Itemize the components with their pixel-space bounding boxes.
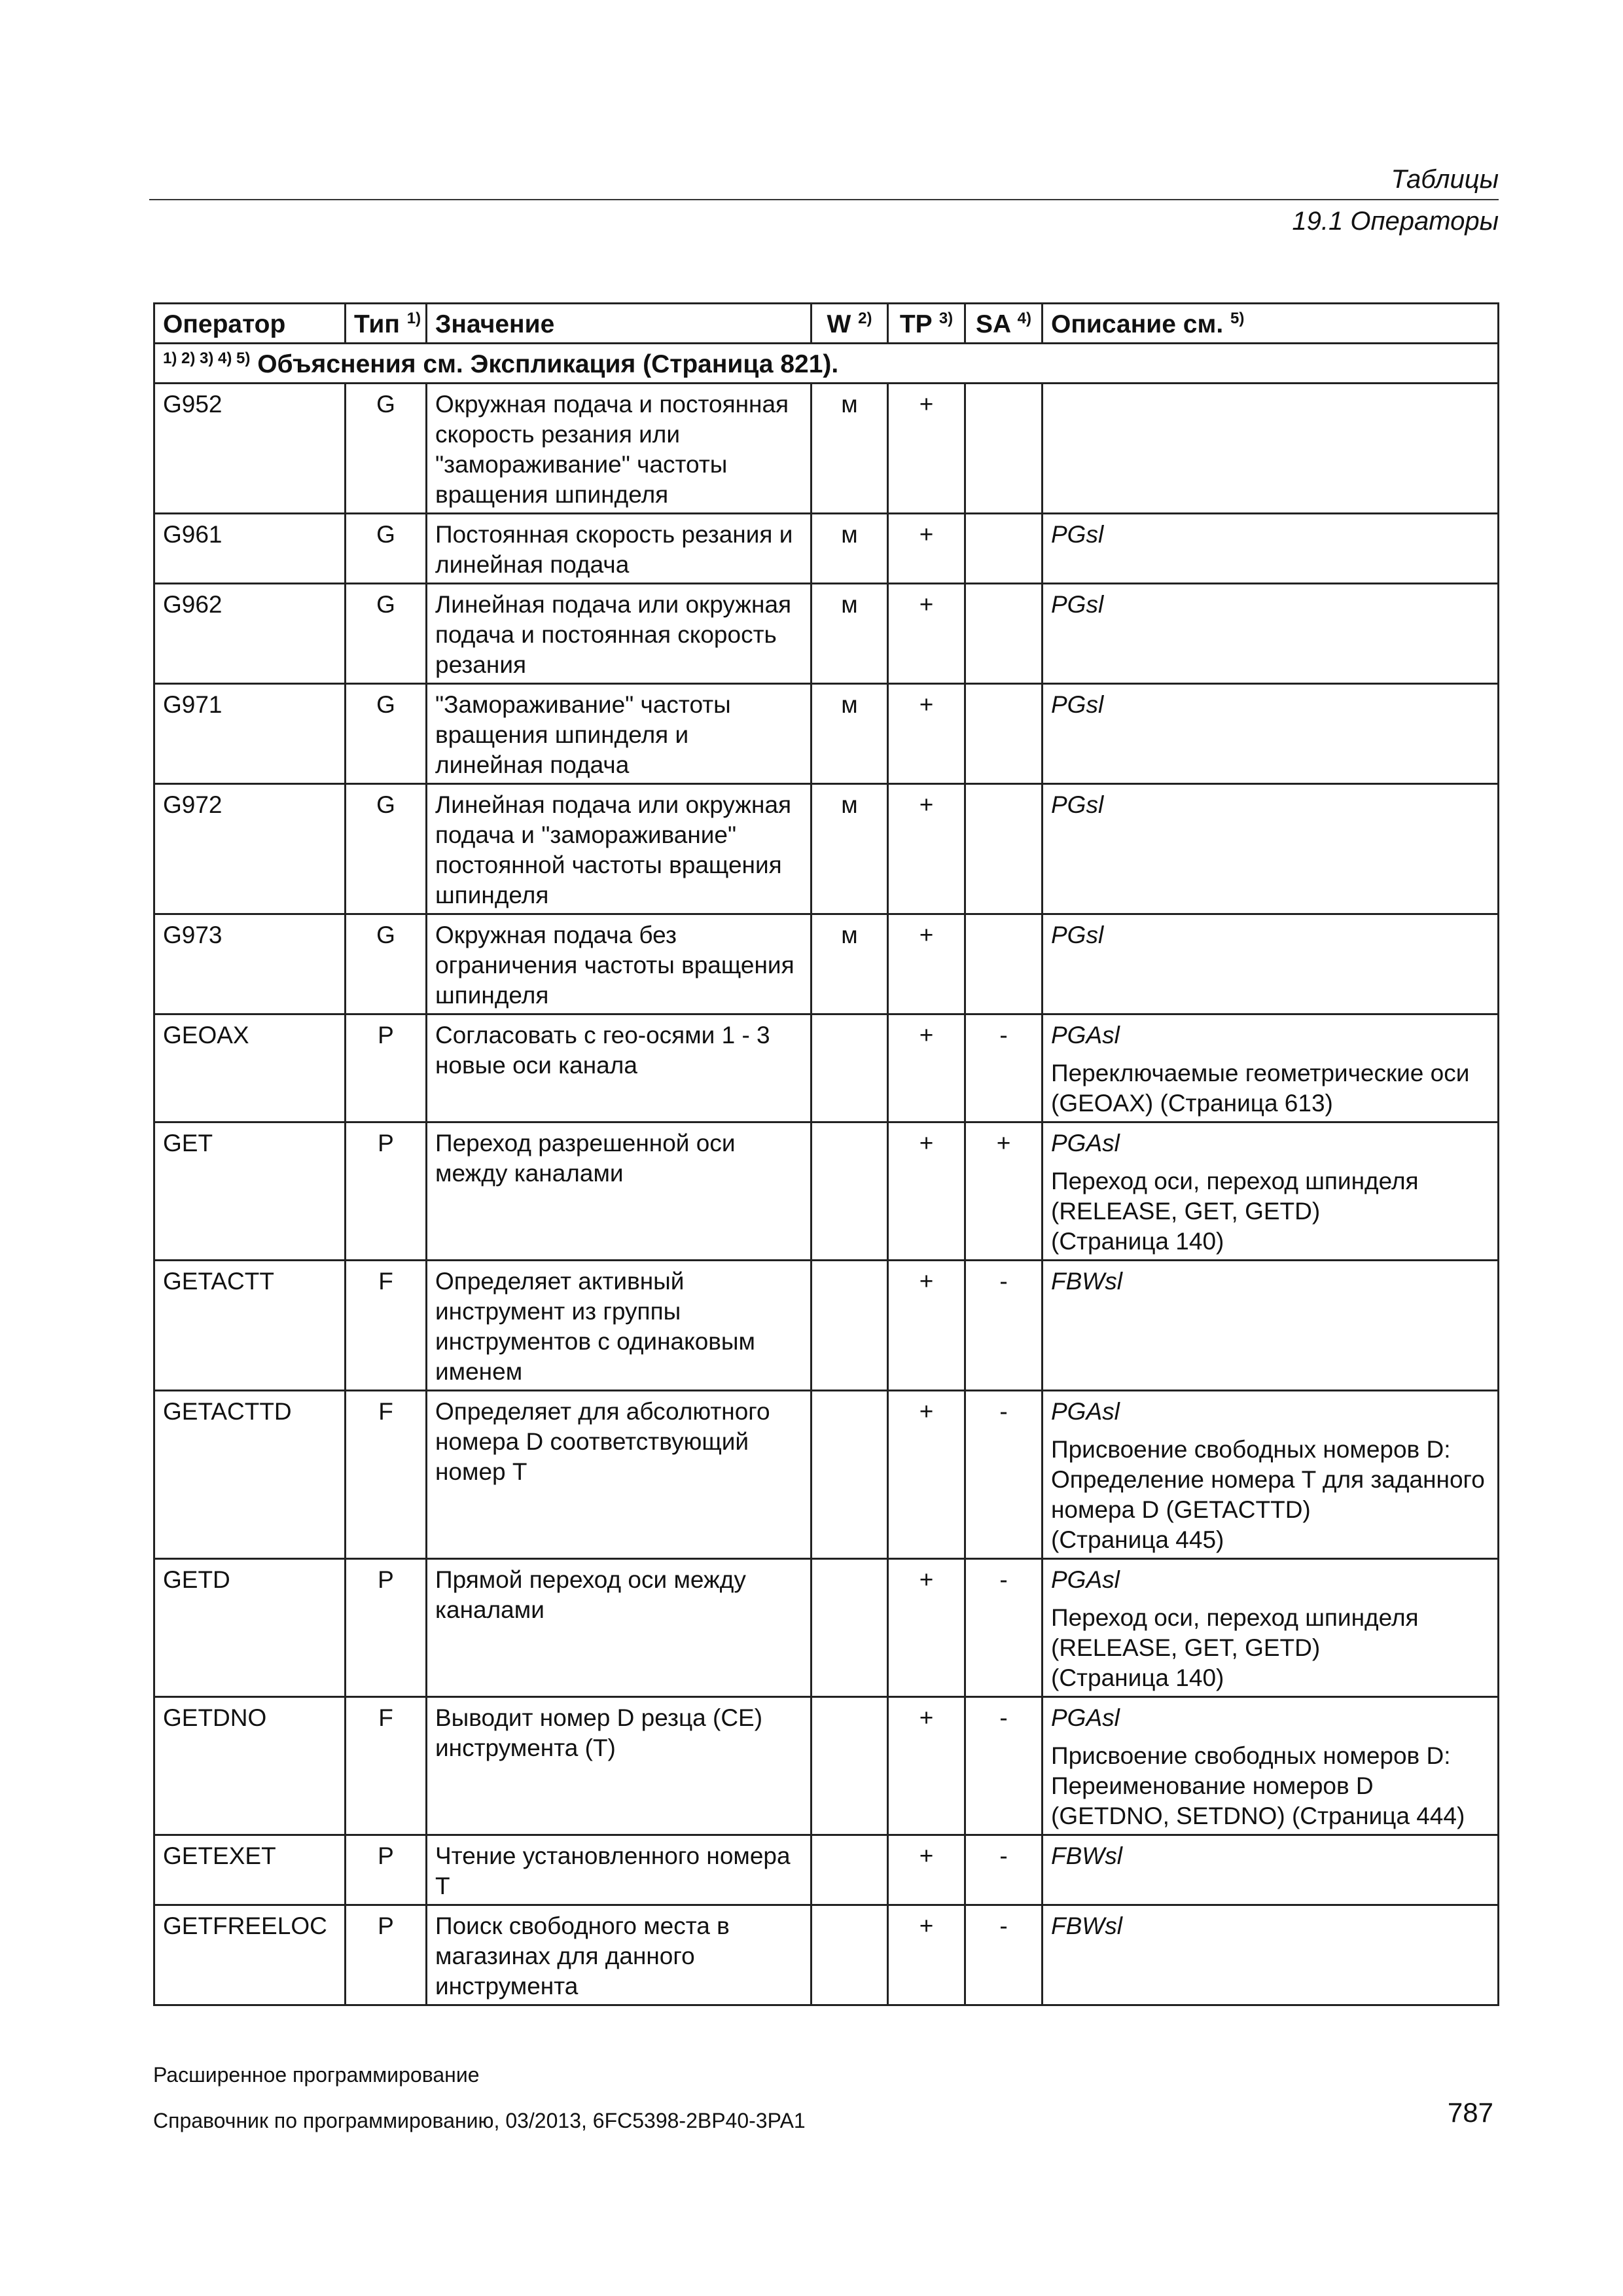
cell-description (1043, 914, 1499, 1014)
col-header-tp: TP $^{3)}$ (888, 304, 965, 344)
table-row (154, 1261, 1499, 1391)
cell-type: G (346, 584, 427, 684)
reference-line: (RELEASE, GET, GETD) (1051, 1634, 1321, 1661)
cell-type: P (346, 1835, 427, 1905)
table-footnote: $^{1) 2) 3) 4) 5)}$ Объяснения см. Экспликация (Страница 821). (154, 344, 1499, 384)
col-header-w: W $^{2)}$ (812, 304, 888, 344)
cell-w: м (812, 784, 888, 914)
footer-book-title: Расширенное программирование (153, 2063, 480, 2087)
reference-line: Переход оси, переход шпинделя (1051, 1168, 1419, 1194)
cell-meaning: Линейная подача или окружная подача и постоянная скорость резания (427, 584, 812, 684)
cell-tp: + (888, 1835, 965, 1905)
cell-meaning: Выводит номер D резца (CE) инструмента (T) (427, 1697, 812, 1835)
cell-meaning: Линейная подача или окружная подача и "замораживание" постоянной частоты вращения шпинделя (427, 784, 812, 914)
reference-line: (GEOAX) (Страница 613) (1051, 1090, 1333, 1117)
cell-w: м (812, 514, 888, 584)
cell-w (812, 1391, 888, 1559)
cell-tp: + (888, 1559, 965, 1697)
cell-meaning: "Замораживание" частоты вращения шпинделя и линейная подача (427, 684, 812, 784)
cell-meaning: Поиск свободного места в магазинах для данного инструмента (427, 1905, 812, 2005)
cell-tp: + (888, 1697, 965, 1835)
cell-tp: + (888, 914, 965, 1014)
cell-sa: - (965, 1391, 1043, 1559)
cell-operator: G952 (154, 384, 346, 514)
cell-w (812, 1261, 888, 1391)
cell-tp: + (888, 1014, 965, 1122)
cell-description (1043, 1122, 1499, 1261)
reference-line: Присвоение свободных номеров D: (1051, 1742, 1451, 1769)
table-row (154, 384, 1499, 514)
cell-type: F (346, 1261, 427, 1391)
table-row (154, 1835, 1499, 1905)
reference-line: Определение номера T для заданного (1051, 1466, 1485, 1493)
cell-meaning: Определяет активный инструмент из группы инструментов с одинаковым именем (427, 1261, 812, 1391)
cell-operator: G971 (154, 684, 346, 784)
col-header-type: Тип $^{1)}$ (346, 304, 427, 344)
cell-operator: GETDNO (154, 1697, 346, 1835)
cell-tp: + (888, 1122, 965, 1261)
cell-type: G (346, 914, 427, 1014)
cell-meaning: Прямой переход оси между каналами (427, 1559, 812, 1697)
cell-sa (965, 784, 1043, 914)
cell-type: P (346, 1014, 427, 1122)
table-row (154, 914, 1499, 1014)
cell-meaning: Окружная подача без ограничения частоты вращения шпинделя (427, 914, 812, 1014)
description-tag: PGAsl (1051, 1704, 1120, 1731)
cell-w (812, 1905, 888, 2005)
cell-description (1043, 1835, 1499, 1905)
table-row (154, 784, 1499, 914)
cell-type: P (346, 1559, 427, 1697)
page-number: 787 (1447, 2097, 1493, 2128)
header-rule (149, 199, 1499, 200)
cell-w (812, 1835, 888, 1905)
table-row (154, 684, 1499, 784)
cell-description (1043, 514, 1499, 584)
description-tag: FBWsl (1051, 1268, 1122, 1295)
cell-type: G (346, 384, 427, 514)
cell-type: P (346, 1905, 427, 2005)
cell-description (1043, 1391, 1499, 1559)
cell-w: м (812, 914, 888, 1014)
col-header-description: Описание см. $^{5)}$ (1043, 304, 1499, 344)
cell-operator: GET (154, 1122, 346, 1261)
cell-type: P (346, 1122, 427, 1261)
running-header-chapter: Таблицы (1391, 165, 1499, 194)
description-tag: FBWsl (1051, 1842, 1122, 1869)
table-row (154, 1697, 1499, 1835)
description-tag: PGsl (1051, 591, 1104, 618)
cell-meaning: Окружная подача и постоянная скорость резания или "замораживание" частоты вращения шпинделя (427, 384, 812, 514)
cell-type: G (346, 784, 427, 914)
cell-sa (965, 684, 1043, 784)
cell-tp: + (888, 384, 965, 514)
cell-w (812, 1122, 888, 1261)
table-row (154, 514, 1499, 584)
reference-line: (Страница 445) (1051, 1526, 1224, 1553)
reference-line: (Страница 140) (1051, 1664, 1224, 1691)
reference-line: (GETDNO, SETDNO) (Страница 444) (1051, 1803, 1465, 1829)
table-row (154, 1391, 1499, 1559)
cell-w (812, 1559, 888, 1697)
cell-sa: - (965, 1905, 1043, 2005)
cell-operator: GETEXET (154, 1835, 346, 1905)
description-tag: PGAsl (1051, 1398, 1120, 1425)
col-header-sa: SA $^{4)}$ (965, 304, 1043, 344)
reference-line: Переход оси, переход шпинделя (1051, 1604, 1419, 1631)
cell-sa (965, 384, 1043, 514)
table-row (154, 1905, 1499, 2005)
cell-meaning: Переход разрешенной оси между каналами (427, 1122, 812, 1261)
cell-description (1043, 684, 1499, 784)
description-tag: PGAsl (1051, 1022, 1120, 1049)
description-tag: PGsl (1051, 691, 1104, 718)
cell-operator: G961 (154, 514, 346, 584)
cell-description (1043, 1261, 1499, 1391)
cell-sa (965, 914, 1043, 1014)
cell-sa (965, 514, 1043, 584)
cell-w (812, 1014, 888, 1122)
cell-w: м (812, 684, 888, 784)
cell-meaning: Согласовать с гео-осями 1 - 3 новые оси канала (427, 1014, 812, 1122)
cell-operator: G962 (154, 584, 346, 684)
cell-description (1043, 784, 1499, 914)
cell-description (1043, 1905, 1499, 2005)
cell-w: м (812, 384, 888, 514)
cell-tp: + (888, 1905, 965, 2005)
description-tag: PGsl (1051, 521, 1104, 548)
cell-sa: - (965, 1697, 1043, 1835)
cell-operator: G973 (154, 914, 346, 1014)
table-row (154, 584, 1499, 684)
reference-line: Переименование номеров D (1051, 1772, 1374, 1799)
cell-description (1043, 584, 1499, 684)
cell-sa: - (965, 1014, 1043, 1122)
cell-description (1043, 1014, 1499, 1122)
cell-type: G (346, 684, 427, 784)
cell-tp: + (888, 514, 965, 584)
table-row (154, 1559, 1499, 1697)
cell-sa: - (965, 1559, 1043, 1697)
description-reference (1051, 1058, 1489, 1119)
table-body (154, 384, 1499, 2005)
cell-tp: + (888, 1261, 965, 1391)
reference-line: (Страница 140) (1051, 1228, 1224, 1255)
cell-tp: + (888, 684, 965, 784)
cell-operator: G972 (154, 784, 346, 914)
cell-meaning: Чтение установленного номера T (427, 1835, 812, 1905)
running-header-section: 19.1 Операторы (1292, 207, 1499, 236)
description-tag: PGAsl (1051, 1566, 1120, 1593)
cell-tp: + (888, 784, 965, 914)
cell-operator: GETD (154, 1559, 346, 1697)
cell-w (812, 1697, 888, 1835)
cell-operator: GEOAX (154, 1014, 346, 1122)
cell-tp: + (888, 1391, 965, 1559)
table-header-row (154, 304, 1499, 344)
cell-operator: GETFREELOC (154, 1905, 346, 2005)
description-tag: PGsl (1051, 791, 1104, 818)
col-header-meaning: Значение (427, 304, 812, 344)
cell-tp: + (888, 584, 965, 684)
reference-line: Переключаемые геометрические оси (1051, 1060, 1470, 1086)
operators-table (153, 302, 1499, 2006)
cell-sa: + (965, 1122, 1043, 1261)
table-footnote-row (154, 344, 1499, 384)
table-row (154, 1122, 1499, 1261)
description-reference (1051, 1603, 1489, 1693)
description-reference (1051, 1435, 1489, 1555)
cell-type: F (346, 1391, 427, 1559)
footer-manual-info: Справочник по программированию, 03/2013, 6FC5398-2BP40-3PA1 (153, 2109, 806, 2132)
cell-sa: - (965, 1835, 1043, 1905)
cell-description (1043, 1559, 1499, 1697)
col-header-operator: Оператор (154, 304, 346, 344)
description-tag: PGAsl (1051, 1130, 1120, 1157)
cell-w: м (812, 584, 888, 684)
cell-operator: GETACTTD (154, 1391, 346, 1559)
reference-line: номера D (GETACTTD) (1051, 1496, 1311, 1523)
cell-sa (965, 584, 1043, 684)
cell-description (1043, 384, 1499, 514)
table-row (154, 1014, 1499, 1122)
cell-meaning: Определяет для абсолютного номера D соответствующий номер T (427, 1391, 812, 1559)
cell-type: F (346, 1697, 427, 1835)
cell-sa: - (965, 1261, 1043, 1391)
description-tag: PGsl (1051, 922, 1104, 948)
cell-type: G (346, 514, 427, 584)
cell-meaning: Постоянная скорость резания и линейная подача (427, 514, 812, 584)
reference-line: Присвоение свободных номеров D: (1051, 1436, 1451, 1463)
description-reference (1051, 1741, 1489, 1831)
reference-line: (RELEASE, GET, GETD) (1051, 1198, 1321, 1225)
description-tag: FBWsl (1051, 1912, 1122, 1939)
description-reference (1051, 1166, 1489, 1257)
cell-operator: GETACTT (154, 1261, 346, 1391)
cell-description (1043, 1697, 1499, 1835)
